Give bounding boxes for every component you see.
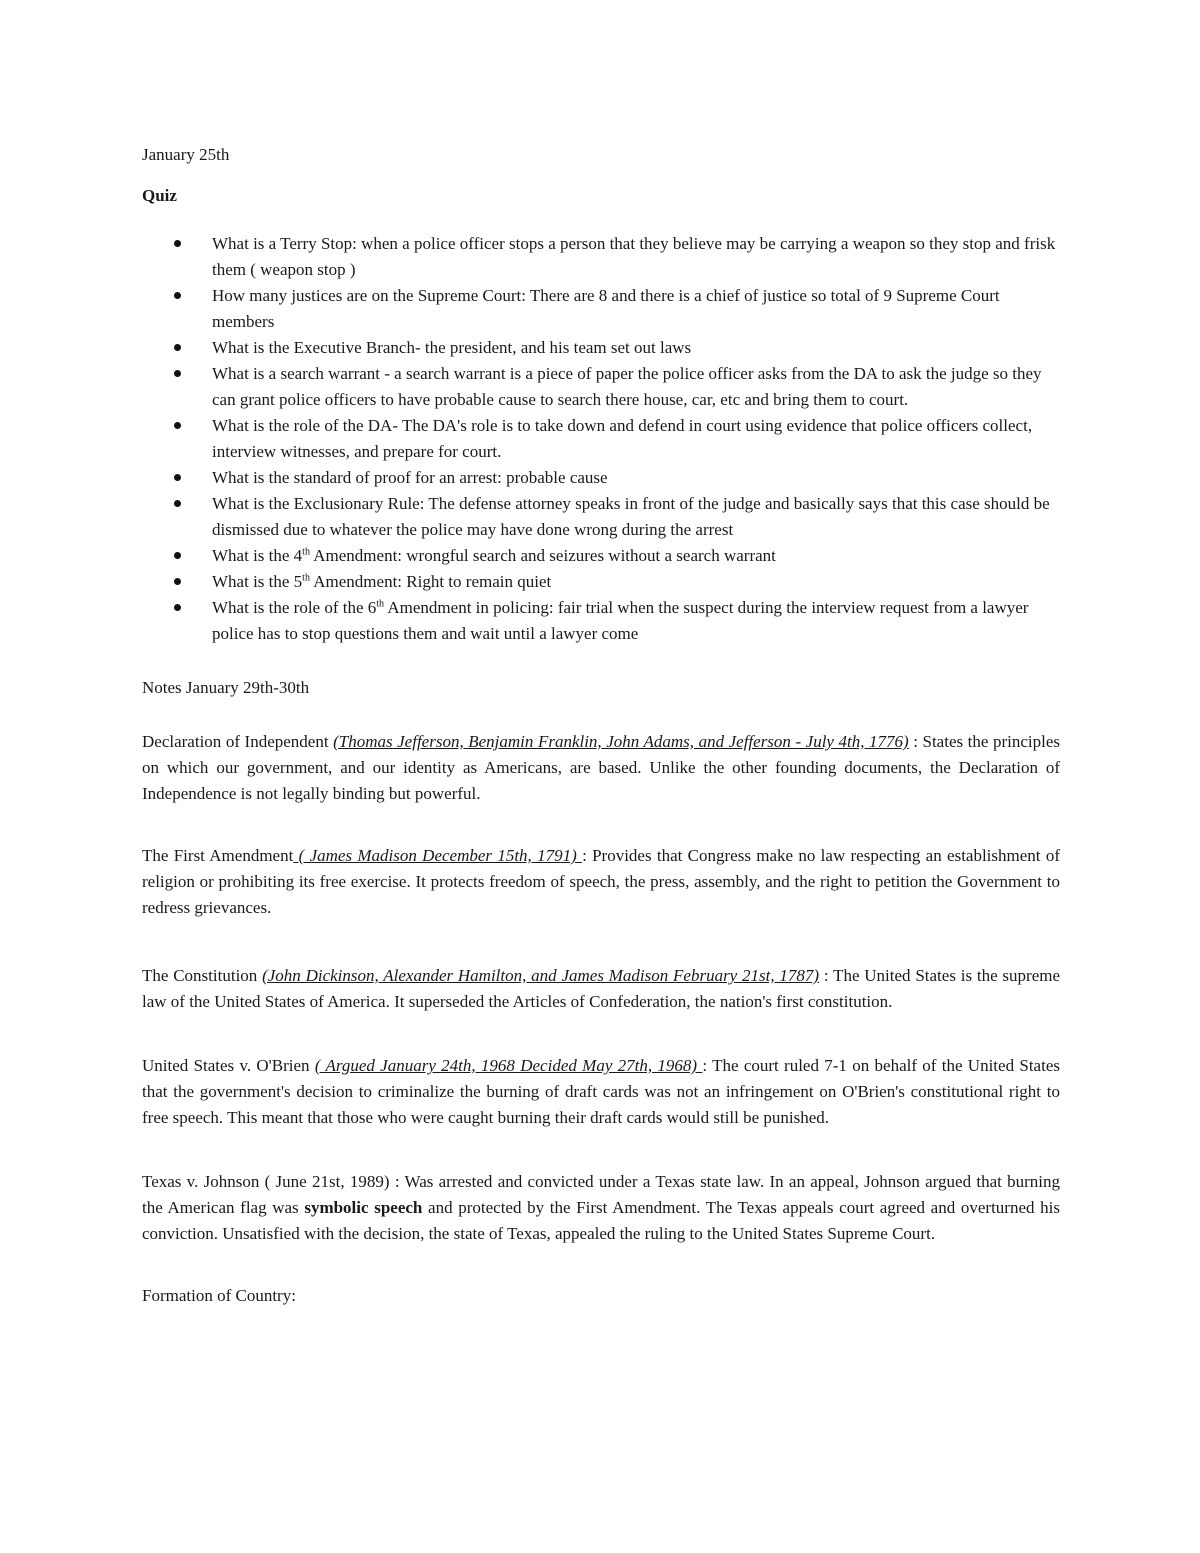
entry-title: Texas v. Johnson ( June 21st, 1989)	[142, 1172, 395, 1191]
entry-citation: ( Argued January 24th, 1968 Decided May 27th, 1968)	[314, 1056, 703, 1075]
document-page	[142, 142, 1060, 1309]
quiz-item	[142, 569, 1060, 595]
entry-citation: (John Dickinson, Alexander Hamilton, and James Madison February 21st, 1787)	[262, 966, 820, 985]
quiz-heading: Quiz	[142, 186, 177, 205]
quiz-item-text: What is the 4	[212, 546, 303, 565]
ordinal-suffix: th	[376, 598, 385, 610]
entry-title: Declaration of Independent	[142, 732, 334, 751]
note-entry-declaration	[142, 729, 1060, 807]
bullet-icon	[174, 552, 181, 559]
quiz-item-text: How many justices are on the Supreme Court: There are 8 and there is a chief of justice so total of 9 Supreme Court members	[212, 286, 1000, 331]
quiz-item-text: What is the Executive Branch- the president, and his team set out laws	[212, 338, 692, 357]
formation-heading: Formation of Country:	[142, 1286, 296, 1305]
entry-body: : The court ruled 7-1 on behalf of the United States that the government's decision to criminalize the burning of draft cards was not an infringement on O'Brien's constitutional right to free speech. This meant that those who were caught burning their draft cards would still be punished.	[142, 1056, 1060, 1127]
entry-bold-term: symbolic speech	[304, 1198, 423, 1217]
entry-title: United States v. O'Brien	[142, 1056, 315, 1075]
note-entry-first-amendment	[142, 843, 1060, 921]
quiz-item-text: What is the Exclusionary Rule: The defense attorney speaks in front of the judge and basically says that this case should be dismissed due to whatever the police may have done wrong during the arrest	[212, 494, 1050, 539]
quiz-item	[142, 231, 1060, 283]
bullet-icon	[174, 370, 181, 377]
bullet-icon	[174, 240, 181, 247]
quiz-date: January 25th	[142, 145, 230, 164]
note-entry-constitution	[142, 963, 1060, 1015]
quiz-item-text: What is a Terry Stop: when a police officer stops a person that they believe may be carrying a weapon so they stop and frisk them ( weapon stop )	[212, 234, 1056, 279]
bullet-icon	[174, 500, 181, 507]
entry-body: : Was arrested and convicted under a Texas state law. In an appeal, Johnson argued that burning the American flag was	[142, 1172, 1061, 1217]
entry-body: : Provides that Congress make no law respecting an establishment of religion or prohibiting its free exercise. It protects freedom of speech, the press, assembly, and the right to petition the Government to redress grievances.	[142, 846, 1060, 917]
note-entry-us-v-obrien	[142, 1053, 1060, 1131]
note-entry-texas-v-johnson	[142, 1169, 1060, 1247]
quiz-item	[142, 361, 1060, 413]
ordinal-suffix: th	[302, 546, 310, 558]
bullet-icon	[174, 578, 181, 585]
bullet-icon	[174, 292, 181, 299]
quiz-item-text: What is the role of the DA- The DA's role is to take down and defend in court using evidence that police officers collect, interview witnesses, and prepare for court.	[212, 416, 1033, 461]
bullet-icon	[174, 422, 181, 429]
quiz-item-text: What is the 5	[212, 572, 303, 591]
quiz-item	[142, 491, 1060, 543]
quiz-item	[142, 543, 1060, 569]
quiz-item-text: What is a search warrant - a search warrant is a piece of paper the police officer asks from the DA to ask the judge so they can grant police officers to have probable cause to search there house, car, etc and bring them to court.	[212, 364, 1042, 409]
quiz-item-text: What is the role of the 6	[212, 598, 377, 617]
entry-citation: (Thomas Jefferson, Benjamin Franklin, John Adams, and Jefferson - July 4th, 1776)	[333, 732, 909, 751]
quiz-item	[142, 283, 1060, 335]
entry-body: and protected by the First Amendment. The Texas appeals court agreed and overturned his conviction. Unsatisfied with the decision, the state of Texas, appealed the ruling to the United States Supreme Court.	[142, 1198, 1061, 1243]
bullet-icon	[174, 474, 181, 481]
bullet-icon	[174, 344, 181, 351]
quiz-item	[142, 413, 1060, 465]
entry-citation: ( James Madison December 15th, 1791)	[293, 846, 583, 865]
notes-heading: Notes January 29th-30th	[142, 678, 310, 697]
quiz-item	[142, 595, 1060, 647]
entry-title: The First Amendment	[142, 846, 294, 865]
quiz-item	[142, 335, 1060, 361]
quiz-list	[142, 231, 1060, 647]
entry-body: : The United States is the supreme law of the United States of America. It superseded the Articles of Confederation, the nation's first constitution.	[142, 966, 1061, 1011]
ordinal-suffix: th	[302, 572, 310, 584]
quiz-item	[142, 465, 1060, 491]
quiz-item-text: Amendment: wrongful search and seizures without a search warrant	[309, 546, 776, 565]
quiz-item-text: What is the standard of proof for an arrest: probable cause	[212, 468, 608, 487]
quiz-item-text: Amendment: Right to remain quiet	[309, 572, 552, 591]
entry-body: : States the principles on which our government, and our identity as Americans, are based. Unlike the other founding documents, the Declaration of Independence is not legally binding but powerful.	[142, 732, 1060, 803]
entry-title: The Constitution	[142, 966, 263, 985]
quiz-item-text: Amendment in policing: fair trial when the suspect during the interview request from a lawyer police has to stop questions them and wait until a lawyer come	[212, 598, 1029, 643]
bullet-icon	[174, 604, 181, 611]
